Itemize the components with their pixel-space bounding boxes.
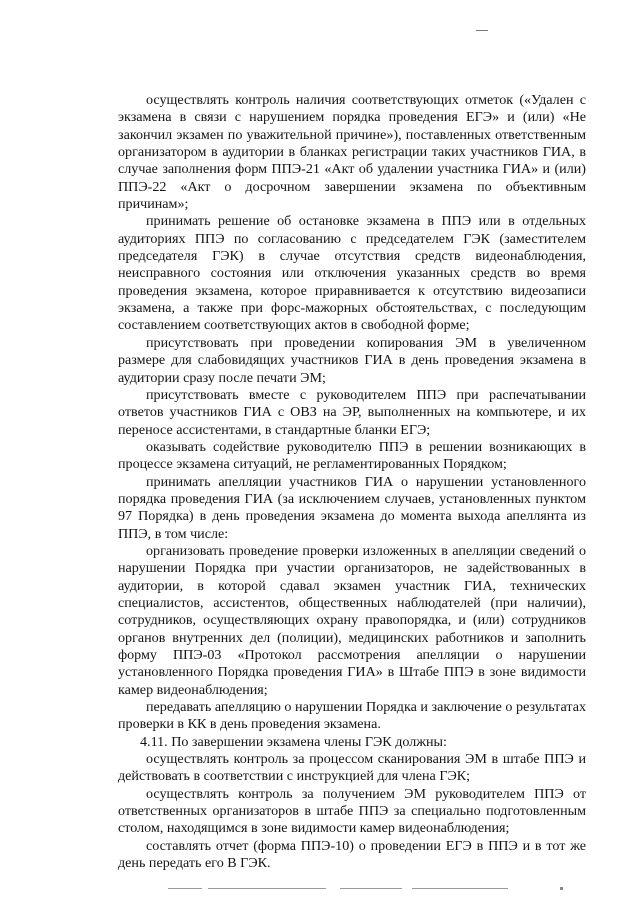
paragraph-5: оказывать содействие руководителю ППЭ в решении возникающих в процессе экзамена ситуаций, не регламентированных Порядком; xyxy=(118,438,586,473)
footer-rule-3 xyxy=(340,888,402,889)
section-heading-4-11: 4.11. По завершении экзамена члены ГЭК должны: xyxy=(140,733,447,750)
paragraph-4: присутствовать вместе с руководителем ППЭ при распечатывании ответов участников ГИА с ОВЗ на ЭР, выполненных на компьютере, и их переносе ассистентами, в стандартные бланки ЕГЭ; xyxy=(118,386,586,438)
paragraph-8: передавать апелляцию о нарушении Порядка и заключение о результатах проверки в КК в день проведения экзамена. xyxy=(118,699,586,733)
footer-rule-1 xyxy=(168,888,202,889)
paragraph-6: принимать апелляции участников ГИА о нарушении установленного порядка проведения ГИА (за исключением случаев, установленных пунктом 97 Порядка) в день проведения экзамена до момента выхода апеллянта из ППЭ, в том числе: xyxy=(118,473,586,542)
paragraph-10: осуществлять контроль за процессом сканирования ЭМ в штабе ППЭ и действовать в соответствии с инструкцией для члена ГЭК; xyxy=(118,751,586,785)
footer-rule-2 xyxy=(208,888,326,889)
paragraph-11: осуществлять контроль за получением ЭМ руководителем ППЭ от ответственных организаторов в штабе ППЭ за специально подготовленным столом, находящимся в зоне видимости камер видеонаблюдения; xyxy=(118,785,586,837)
paragraph-12: составлять отчет (форма ППЭ-10) о проведении ЕГЭ в ППЭ и в тот же день передать его В ГЭК. xyxy=(118,837,586,872)
footer-dot xyxy=(560,887,563,890)
paragraph-2: принимать решение об остановке экзамена в ППЭ или в отдельных аудиториях ППЭ по согласованию с председателем ГЭК (заместителем председателя ГЭК) в случае отсутствия средств видеонаблюдения, неисправного состояния или отключения указанных средств во время проведения экзамена, которое приравнивается к отсутствию видеозаписи экзамена, а также при форс-мажорных обстоятельствах, с последующим составлением соответствующих актов в свободной форме; xyxy=(118,213,586,334)
paragraph-1: осуществлять контроль наличия соответствующих отметок («Удален с экзамена в связи с нарушением порядка проведения ЕГЭ» и (или) «Не закончил экзамен по уважительной причине»), поставленных ответственным организатором в аудитории в бланках регистрации таких участников ГИА, в случае заполнения форм ППЭ-21 «Акт об удалении участника ГИА» и (или) ППЭ-22 «Акт о досрочном завершении экзамена по объективным причинам»; xyxy=(118,92,586,213)
paragraph-3: присутствовать при проведении копирования ЭМ в увеличенном размере для слабовидящих участников ГИА в день проведения экзамена в аудитории сразу после печати ЭМ; xyxy=(118,334,586,386)
paragraph-7: организовать проведение проверки изложенных в апелляции сведений о нарушении Порядка при участии организаторов, не задействованных в аудитории, в которой сдавал экзамен участник ГИА, технических специалистов, ассистентов, общественных наблюдателей (при наличии), сотрудников, осуществляющих охрану правопорядка, и (или) сотрудников органов внутренних дел (полиции), медицинских работников и заполнить форму ППЭ-03 «Протокол рассмотрения апелляции о нарушении установленного Порядка проведения ГИА» в Штабе ППЭ в зоне видимости камер видеонаблюдения; xyxy=(118,542,586,698)
footer-rule-4 xyxy=(412,888,508,889)
scan-mark xyxy=(476,30,488,31)
document-page xyxy=(118,92,586,872)
